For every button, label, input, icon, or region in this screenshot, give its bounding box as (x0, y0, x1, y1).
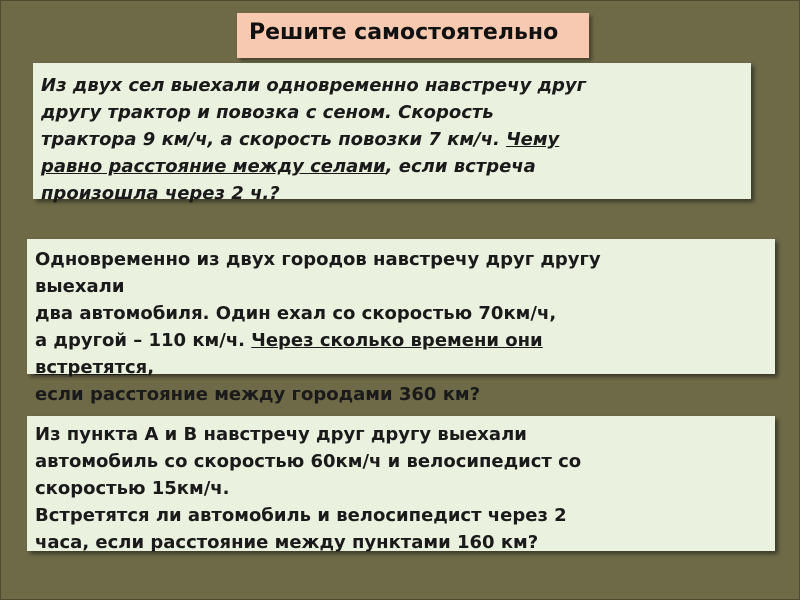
task-1-question: Чему (506, 129, 560, 150)
task-2-box (27, 239, 775, 405)
title-banner (237, 13, 589, 58)
task-3-line: скоростью 15км/ч. (35, 478, 230, 499)
task-3-line: автомобиль со скоростью 60км/ч и велосипедист со (35, 451, 582, 472)
task-1-box (33, 63, 751, 204)
task-2-question: Через сколько времени они (251, 330, 543, 351)
task-1-text (41, 72, 743, 207)
page-title: Решите самостоятельно (249, 20, 559, 45)
task-3-line: часа, если расстояние между пунктами 160 км? (35, 532, 539, 553)
task-3-line: Из пункта А и В навстречу друг другу выехали (35, 424, 527, 445)
task-1-line: Из двух сел выехали одновременно навстречу друг (41, 75, 587, 96)
task-1-line: произошла через 2 ч.? (41, 183, 280, 204)
task-2-text (35, 246, 767, 408)
task-3-box (27, 416, 775, 551)
task-2-line: два автомобиля. Один ехал со скоростью 70км/ч, (35, 303, 557, 324)
task-2-line: выехали (35, 276, 125, 297)
task-1-line: трактора 9 км/ч, а скорость повозки 7 км/ч. (41, 129, 507, 150)
task-2-question: встретятся (35, 357, 148, 378)
task-2-line: , (147, 357, 155, 378)
task-1-question: равно расстояние между селами (41, 156, 386, 177)
task-1-line: , если встреча (385, 156, 536, 177)
task-3-text (35, 421, 767, 556)
task-1-line: другу трактор и повозка с сеном. Скорость (41, 102, 494, 123)
task-2-line: а другой – 110 км/ч. (35, 330, 252, 351)
task-2-line: если расстояние между городами 360 км? (35, 384, 481, 405)
task-2-line: Одновременно из двух городов навстречу друг другу (35, 249, 601, 270)
task-3-line: Встретятся ли автомобиль и велосипедист через 2 (35, 505, 567, 526)
